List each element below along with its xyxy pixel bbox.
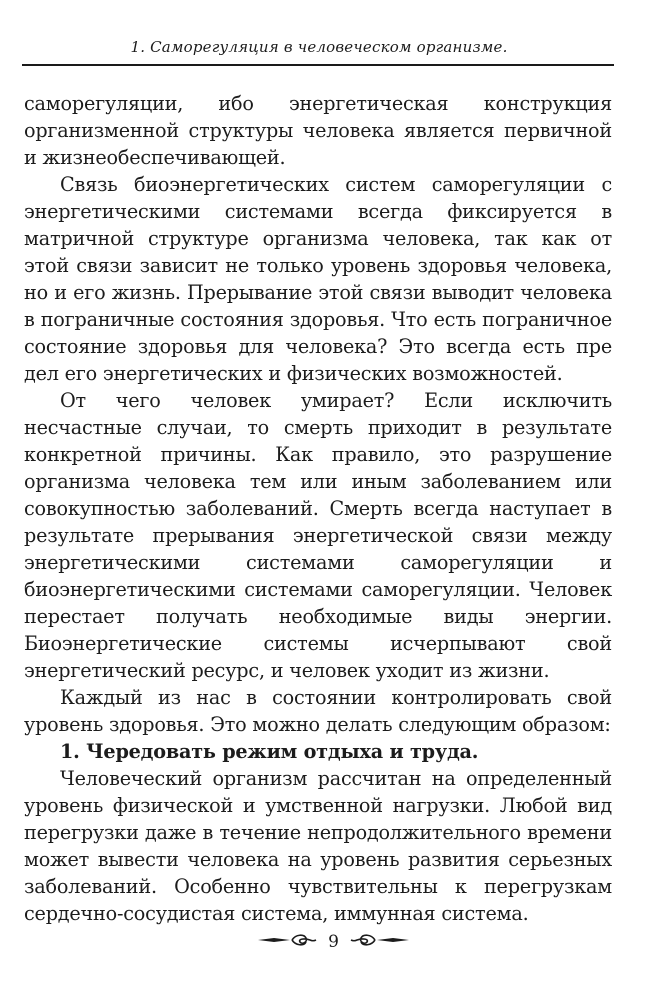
section-heading: 1. Чередовать режим отдыха и труда. — [60, 740, 479, 763]
paragraph-continuation: саморегуляции, ибо энергетическая конструкция организменной структуры человека является первичной и жизнеобеспечивающей. — [24, 92, 612, 169]
ornament-left-icon — [256, 932, 318, 952]
ornament-right-icon — [349, 932, 411, 952]
paragraph: Человеческий организм рассчитан на определенный уровень физической и умственной нагрузки. Любой вид перегрузки даже в течение непродолжительного времени может вывести человека на уровень развития серьезных заболеваний. Особенно чувствительны к перегрузкам сердечно-сосудистая система, иммунная система. — [24, 767, 612, 925]
paragraph: Каждый из нас в состоянии контролировать свой уровень здоровья. Это можно делать следующим образом: — [24, 686, 612, 736]
paragraph: Связь биоэнергетических систем саморегуляции с энергетическими системами всегда фиксируется в матричной структуре организма человека, так как от этой связи зависит не только уровень здоровья человека, но и его жизнь. Прерывание этой связи выводит человека в пограничные состояния здоровья. Что есть пограничное состояние здоровья для человека? Это всегда есть пре дел его энергетических и физических возможностей. — [24, 173, 612, 385]
page-number: 9 — [328, 932, 339, 952]
running-header: 1. Саморегуляция в человеческом организме. — [130, 38, 508, 56]
paragraph: От чего человек умирает? Если исключить несчастные случаи, то смерть приходит в результате конкретной причины. Как правило, это разрушение организма человека тем или иным заболеванием или совокупностью заболеваний. Смерть всегда наступает в результате прерывания энергетической связи между энергетическими системами саморегуляции и биоэнергетическими системами саморегуляции. Человек перестает получать необходимые виды энергии. Биоэнергетические системы исчерпывают свой энергетический ресурс, и человек уходит из жизни. — [24, 389, 612, 682]
page-footer — [0, 932, 667, 952]
page-body — [24, 90, 612, 927]
header-rule — [22, 64, 614, 66]
